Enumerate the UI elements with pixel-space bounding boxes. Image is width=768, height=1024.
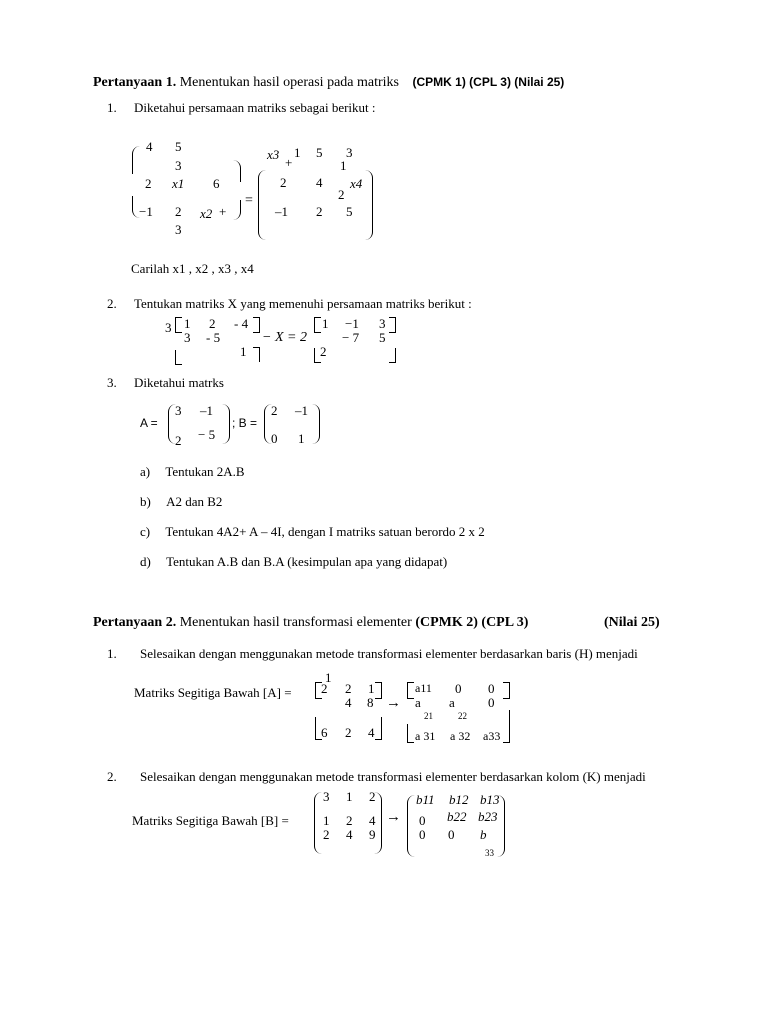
m2-r-5: b23 xyxy=(478,809,498,824)
m2-l-1: 1 xyxy=(346,789,353,804)
m1-l-8: 4 xyxy=(368,725,375,740)
eq1-l-7: 2 xyxy=(175,204,182,219)
q1-item-1-num: 1. xyxy=(107,100,117,115)
A-label: A = xyxy=(140,416,158,430)
eq1-r-6: 2 xyxy=(280,175,287,190)
q1-sub-a-letter: a) xyxy=(140,464,151,479)
m1-l-6: 6 xyxy=(321,725,328,740)
m1-l-7: 2 xyxy=(345,725,352,740)
m2-arrow: → xyxy=(386,809,401,825)
eq1-l-1: 5 xyxy=(175,139,182,154)
m1-l-5: 8 xyxy=(367,695,374,710)
m1-r-3: a xyxy=(415,695,421,710)
m2-r-1: b12 xyxy=(449,792,469,807)
eq2-l-5: 1 xyxy=(240,344,247,359)
q2-item-2-text: Selesaikan dengan menggunakan metode transformasi elementer berdasarkan kolom (K) menjadi xyxy=(140,769,646,784)
eq1-equals: = xyxy=(245,193,253,208)
eq1-r-3: 5 xyxy=(316,145,323,160)
q1-item-2 xyxy=(107,297,472,310)
A-3: − 5 xyxy=(198,427,216,442)
m2-l-3: 1 xyxy=(323,813,330,828)
q1-sub-c-text: Tentukan 4A2+ A – 4I, dengan I matriks satuan berordo 2 x 2 xyxy=(165,524,485,539)
eq1-r-5: 1 xyxy=(340,158,347,173)
q1-item-2-text: Tentukan matriks X yang memenuhi persamaan matriks berikut : xyxy=(134,296,472,311)
eq2-coef: 3 xyxy=(165,320,172,335)
eq1-r-2: 1 xyxy=(294,145,301,160)
m2-r-4: b22 xyxy=(447,809,467,824)
q1-item-1-text: Diketahui persamaan matriks sebagai berikut : xyxy=(134,100,376,115)
q1-sub-c-letter: c) xyxy=(140,524,151,539)
eq2-r-1: −1 xyxy=(345,316,359,331)
eq1-l-0: 4 xyxy=(146,139,153,154)
q1-sub-d xyxy=(140,555,447,568)
q2-item-1-text: Selesaikan dengan menggunakan metode transformasi elementer berdasarkan baris (H) menjadi xyxy=(140,646,638,661)
eq1-l-2: 3 xyxy=(175,158,182,173)
q2-item-2 xyxy=(107,770,646,783)
m1-r-8: a 31 xyxy=(415,729,436,743)
q1-heading-tags: (CPMK 1) (CPL 3) (Nilai 25) xyxy=(412,75,565,89)
m1-label: Matriks Segitiga Bawah [A] = xyxy=(134,685,292,700)
eq1-r-8: x4 xyxy=(350,176,363,191)
m2-r-2: b13 xyxy=(480,792,500,807)
m1-r-5: 0 xyxy=(488,695,495,710)
m2-r-6: 0 xyxy=(419,827,426,842)
eq1-r-1: + xyxy=(285,155,293,170)
m2-l-7: 4 xyxy=(346,827,353,842)
eq2-l-1: 2 xyxy=(209,316,216,331)
eq2-r-5: 2 xyxy=(320,344,327,359)
m2-l-5: 4 xyxy=(369,813,376,828)
q1-item-3-num: 3. xyxy=(107,375,117,390)
m2-l-4: 2 xyxy=(346,813,353,828)
B-label: ; B = xyxy=(232,416,258,430)
q1-sub-b-text: A2 dan B2 xyxy=(166,494,223,509)
m2-l-0: 3 xyxy=(323,789,330,804)
m2-r-0: b11 xyxy=(416,792,435,807)
eq1-r-10: –1 xyxy=(275,204,288,219)
q1-item-2-num: 2. xyxy=(107,296,117,311)
eq1-r-0: x3 xyxy=(267,147,280,162)
m1-l-0: 1 xyxy=(325,670,332,685)
eq1-l-4: x1 xyxy=(172,176,185,191)
m2-label: Matriks Segitiga Bawah [B] = xyxy=(132,813,289,828)
q1-heading-label: Pertanyaan 1. xyxy=(93,75,177,90)
m1-r-9: a 32 xyxy=(450,729,471,743)
A-1: –1 xyxy=(200,403,213,418)
q2-heading-score: (Nilai 25) xyxy=(604,615,660,630)
eq2-r-4: 5 xyxy=(379,330,386,345)
q1-heading-text: Menentukan hasil operasi pada matriks xyxy=(179,75,399,90)
eq2-r-3: − 7 xyxy=(342,330,360,345)
q2-item-2-num: 2. xyxy=(107,769,117,784)
m1-arrow: → xyxy=(386,695,401,711)
q1-sub-d-text: Tentukan A.B dan B.A (kesimpulan apa yang didapat) xyxy=(166,554,448,569)
B-3: 1 xyxy=(298,431,305,446)
q1-sub-b-letter: b) xyxy=(140,494,151,509)
m2-l-6: 2 xyxy=(323,827,330,842)
m1-l-2: 2 xyxy=(345,681,352,696)
q1-sub-d-letter: d) xyxy=(140,554,151,569)
eq2-l-0: 1 xyxy=(184,316,191,331)
m2-l-8: 9 xyxy=(369,827,376,842)
eq1-l-8: x2 xyxy=(200,206,213,221)
eq1-l-3: 2 xyxy=(145,176,152,191)
q2-heading-label: Pertanyaan 2. xyxy=(93,615,177,630)
m2-r-9: 33 xyxy=(485,848,494,858)
A-2: 2 xyxy=(175,433,182,448)
eq1-r-7: 4 xyxy=(316,175,323,190)
m1-r-2: 0 xyxy=(488,681,495,696)
q1-find: Carilah x1 , x2 , x3 , x4 xyxy=(131,261,254,276)
q1-heading xyxy=(93,76,564,90)
m2-r-8: b xyxy=(480,827,487,842)
m1-l-4: 4 xyxy=(345,695,352,710)
q1-sub-b xyxy=(140,495,222,508)
A-0: 3 xyxy=(175,403,182,418)
m1-r-4: a xyxy=(449,695,455,710)
eq2-l-2: - 4 xyxy=(234,316,249,331)
eq2-l-3: 3 xyxy=(184,330,191,345)
eq1-r-4: 3 xyxy=(346,145,353,160)
m2-r-7: 0 xyxy=(448,827,455,842)
eq2-mid: − X = 2 xyxy=(262,330,307,345)
B-1: –1 xyxy=(295,403,308,418)
eq1-l-10: 3 xyxy=(175,222,182,237)
B-0: 2 xyxy=(271,403,278,418)
eq1-l-6: −1 xyxy=(139,204,153,219)
q1-sub-a-text: Tentukan 2A.B xyxy=(165,464,245,479)
eq1-r-11: 2 xyxy=(316,204,323,219)
q1-item-3-text: Diketahui matrks xyxy=(134,375,224,390)
eq2-r-2: 3 xyxy=(379,316,386,331)
q1-item-3 xyxy=(107,376,224,389)
m1-r-1: 0 xyxy=(455,681,462,696)
eq2-l-4: - 5 xyxy=(206,330,221,345)
eq1-l-5: 6 xyxy=(213,176,220,191)
q2-item-1-num: 1. xyxy=(107,646,117,661)
q1-sub-c xyxy=(140,525,485,538)
B-2: 0 xyxy=(271,431,278,446)
m2-r-3: 0 xyxy=(419,813,426,828)
m1-r-0: a11 xyxy=(415,681,432,695)
m1-r-7: 22 xyxy=(458,711,467,721)
q2-heading-tags: (CPMK 2) (CPL 3) xyxy=(415,615,529,630)
m1-r-6: 21 xyxy=(424,711,433,721)
eq1-l-9: + xyxy=(219,204,227,219)
eq2-r-0: 1 xyxy=(322,316,329,331)
m2-l-2: 2 xyxy=(369,789,376,804)
q2-heading-text: Menentukan hasil transformasi elementer xyxy=(179,615,412,630)
eq1-r-9: 2 xyxy=(338,187,345,202)
q1-item-1 xyxy=(107,101,376,114)
m1-l-3: 1 xyxy=(368,681,375,696)
q2-heading xyxy=(93,616,528,630)
eq1-r-12: 5 xyxy=(346,204,353,219)
m1-r-10: a33 xyxy=(483,729,501,743)
q1-sub-a xyxy=(140,465,245,478)
m1-l-1: 2 xyxy=(321,681,328,696)
q2-item-1 xyxy=(107,647,638,660)
